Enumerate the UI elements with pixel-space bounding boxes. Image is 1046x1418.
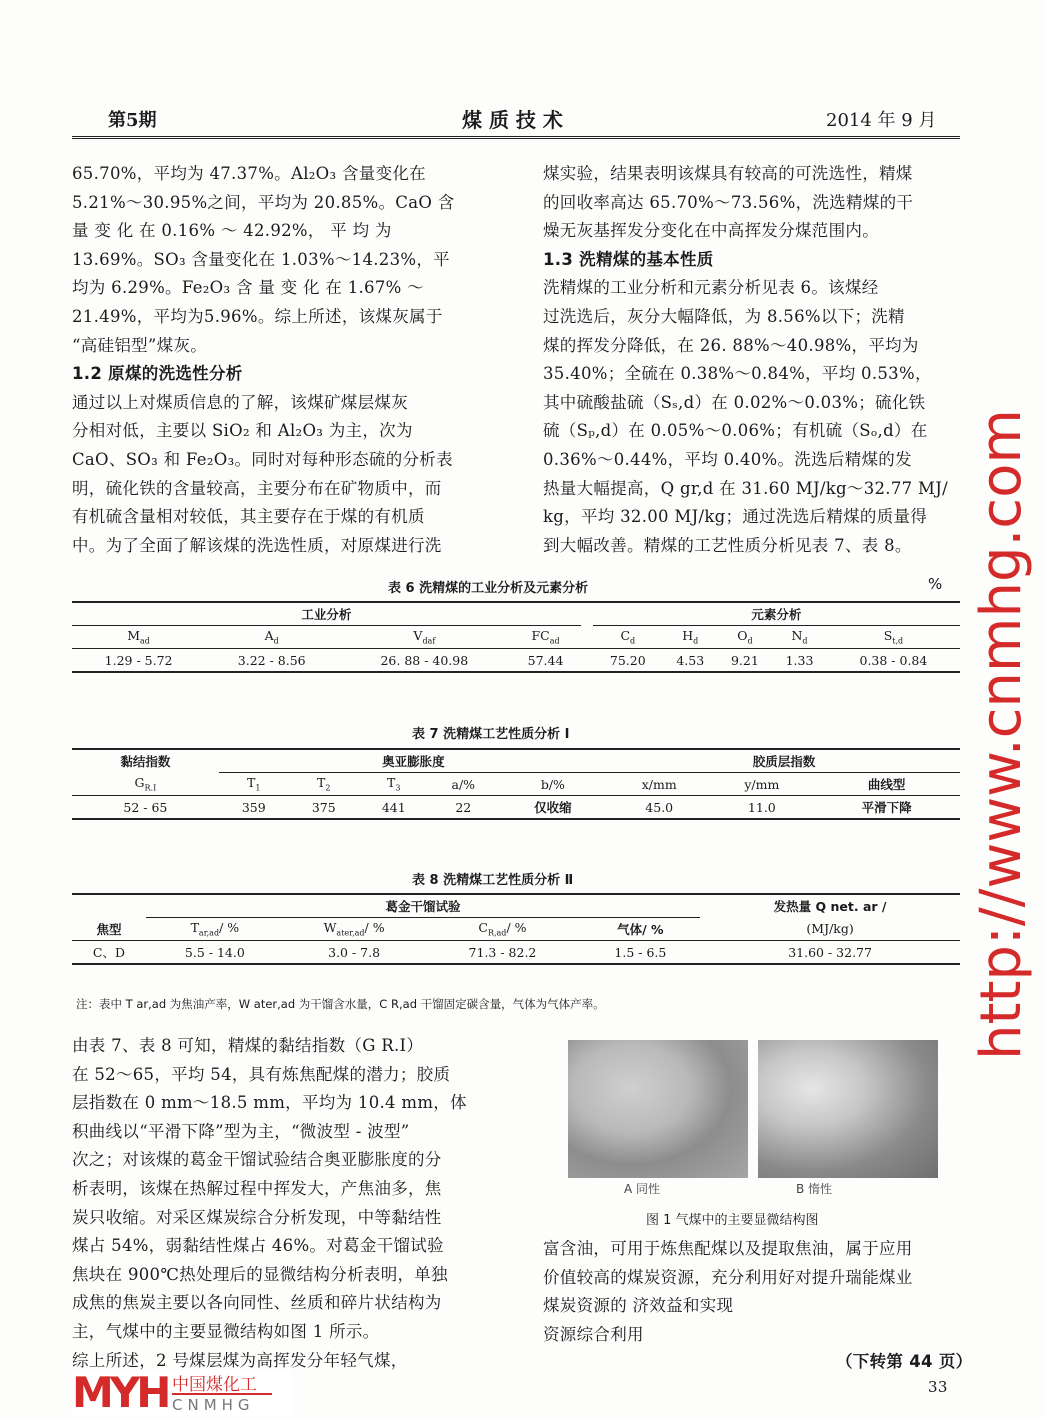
table7-cell: 仅收缩: [534, 800, 572, 815]
table6-title: 表 6 洗精煤的工业分析及元素分析: [388, 581, 589, 596]
figure-b-photo: [758, 1040, 938, 1178]
table7-title: 表 7 洗精煤工艺性质分析 Ⅰ: [412, 727, 570, 742]
header-subscript: 1: [255, 783, 261, 793]
table7-col-header: [711, 773, 814, 796]
text-line: “高硅铝型”煤灰。: [72, 335, 208, 355]
header-main: N: [791, 628, 803, 644]
table8-col-header: [424, 918, 580, 941]
text-line: 综上所述，2 号煤层煤为高挥发分年轻气煤，: [72, 1350, 408, 1370]
text-line: 主，气煤中的主要显微结构如图 1 所示。: [72, 1322, 380, 1341]
text-line: 成焦的焦炭主要以各向同性、丝质和碎片状结构为: [72, 1293, 442, 1313]
text-line: 其中硫酸盐硫（Sₛ,d）在 0.02%～0.03%；硫化铁: [543, 392, 926, 412]
header-unit: / %: [219, 920, 240, 936]
header-subscript: d: [802, 636, 808, 646]
header-main: T: [317, 775, 326, 791]
table8-heat-header: 发热量 Q net. ar /: [773, 899, 887, 915]
table8-col-header: [146, 918, 284, 941]
header-subscript: ad: [549, 636, 560, 646]
text-line: 0.36%～0.44%，平均 0.40%。洗选后精煤的发: [543, 450, 912, 469]
table6-col-header: [772, 626, 827, 649]
header-main: H: [682, 628, 694, 644]
continued-note: （下转第 44 页）: [836, 1352, 973, 1371]
text-line: 富含油，可用于炼焦配煤以及提取焦油，属于应用: [543, 1239, 913, 1258]
table7-cell: 375: [311, 799, 336, 815]
header-main: 曲线型: [867, 777, 906, 792]
text-line: 1.3 洗精煤的基本性质: [543, 249, 714, 269]
header-subscript: 3: [395, 783, 401, 793]
table7-group-plastometer: 胶质层指数: [608, 749, 960, 773]
header-main: C: [478, 920, 488, 936]
table8-cell: 3.0 - 7.8: [328, 944, 381, 960]
header-subscript: R.I: [144, 783, 157, 793]
text-line: 均为 6.29%。Fe₂O₃ 含 量 变 化 在 1.67% ～: [72, 278, 424, 298]
header-main: b/%: [540, 776, 565, 792]
table8-cell: 71.3 - 82.2: [468, 944, 537, 960]
table7-cell: 359: [241, 799, 266, 815]
header-main: x/mm: [641, 776, 677, 792]
text-line: 层指数在 0 mm～18.5 mm，平均为 10.4 mm，体: [72, 1093, 467, 1113]
table6-col-header: [593, 626, 663, 649]
header-main: 焦型: [96, 921, 122, 937]
table6-col-header: [72, 626, 205, 649]
header-main: T: [190, 920, 199, 936]
header-main: C: [620, 628, 631, 644]
logo-english: CNMHG: [172, 1396, 255, 1414]
table7-cell: 11.0: [747, 799, 776, 815]
table6-col-header: [827, 626, 960, 649]
text-line: 在 52～65，平均 54，具有炼焦配煤的潜力；胶质: [72, 1064, 451, 1084]
text-line: 硫（Sₚ,d）在 0.05%～0.06%；有机硫（Sₒ,d）在: [543, 421, 928, 441]
table6-cell: 4.53: [676, 652, 705, 668]
text-line: 明，硫化铁的含量较高，主要分布在矿物质中，而: [72, 478, 442, 498]
text-line: 煤炭资源的 济效益和实现: [543, 1296, 734, 1316]
table7: [72, 748, 960, 820]
text-line: 积曲线以“平滑下降”型为主，“微波型 - 波型”: [72, 1121, 410, 1141]
header-unit: / %: [364, 920, 385, 936]
table6: [72, 601, 960, 673]
table6-col-header: [510, 626, 580, 649]
table7-col-header: [813, 773, 960, 796]
header-main: O: [737, 628, 748, 644]
table7-col-header: [608, 773, 711, 796]
header-subscript: ar,ad: [198, 928, 220, 938]
table8-col-header: [284, 918, 425, 941]
header-subscript: 2: [325, 783, 331, 793]
text-line: 5.21%～30.95%之间，平均为 20.85%。CaO 含: [72, 192, 455, 212]
table8-heat-unit: (MJ/kg): [806, 921, 854, 937]
table7-col-header: [219, 773, 289, 796]
logo-divider: [172, 1393, 272, 1395]
text-line: 量 变 化 在 0.16% ～ 42.92%， 平 均 为: [72, 221, 392, 241]
header-rule: [72, 136, 960, 139]
text-line: 价值较高的煤炭资源，充分利用好对提升瑞能煤业: [543, 1267, 913, 1287]
table7-col-header: [359, 773, 429, 796]
table6-cell: 9.21: [730, 652, 759, 668]
table8-cell: 1.5 - 6.5: [614, 944, 667, 960]
text-line: 过洗选后，灰分大幅降低，为 8.56%以下；洗精: [543, 307, 905, 326]
table8-note: 注：表中 T ar,ad 为焦油产率，W ater,ad 为干馏含水量，C R,ad 干馏固定碳含量，气体为气体产率。: [76, 997, 605, 1011]
table7-group-dilatation: 奥亚膨胀度: [219, 749, 608, 773]
header-subscript: d: [747, 636, 753, 646]
text-line: 中。为了全面了解该煤的洗选性质，对原煤进行洗: [72, 535, 442, 555]
table8-col-header: [581, 918, 701, 941]
table6-unit: %: [928, 575, 943, 593]
table6-cell: 1.29 - 5.72: [104, 652, 173, 668]
text-line: kg，平均 32.00 MJ/kg；通过洗选后精煤的质量得: [543, 507, 928, 527]
text-line: 由表 7、表 8 可知，精煤的黏结指数（G R.I）: [72, 1036, 424, 1055]
text-line: 65.70%，平均为 47.37%。Al₂O₃ 含量变化在: [72, 164, 426, 183]
header-unit: / %: [506, 920, 527, 936]
header-main: FC: [531, 628, 550, 644]
header-main: 气体/ %: [617, 922, 664, 937]
table8-cell: C、D: [92, 945, 125, 960]
header-main: M: [127, 628, 141, 644]
text-line: 焦块在 900℃热处理后的显微结构分析表明，单独: [72, 1264, 448, 1284]
header-main: V: [413, 628, 423, 644]
figure-a-photo: [568, 1040, 748, 1178]
table8-group-grayking: 葛金干馏试验: [146, 894, 700, 918]
table6-cell: 1.33: [785, 652, 814, 668]
header-main: S: [883, 628, 893, 644]
header-subscript: R,ad: [487, 928, 507, 938]
issue-date: 2014 年 9 月: [826, 110, 937, 131]
table7-col-header: [289, 773, 359, 796]
table6-group-industrial: 工业分析: [72, 602, 581, 626]
table7-cell: 52 - 65: [123, 799, 168, 815]
cnmhg-logo: [72, 1370, 292, 1416]
table7-cell: 22: [455, 799, 472, 815]
text-line: CaO、SO₃ 和 Fe₂O₃。同时对每种形态硫的分析表: [72, 450, 453, 469]
figure-a-label: A 同性: [624, 1182, 661, 1196]
text-line: 洗精煤的工业分析和元素分析见表 6。该煤经: [543, 278, 879, 298]
table6-col-header: [338, 626, 510, 649]
table6-group-elemental: 元素分析: [593, 602, 960, 626]
table8-cell: 5.5 - 14.0: [184, 944, 245, 960]
text-line: 到大幅改善。精煤的工艺性质分析见表 7、表 8。: [543, 535, 912, 555]
table6-col-header: [718, 626, 773, 649]
text-line: 煤占 54%，弱黏结性煤占 46%。对葛金干馏试验: [72, 1236, 444, 1256]
text-line: 煤的挥发分降低，在 26. 88%～40.98%，平均为: [543, 335, 919, 355]
header-main: W: [323, 920, 337, 936]
text-line: 1.2 原煤的洗选性分析: [72, 364, 243, 384]
header-subscript: daf: [422, 636, 436, 646]
table7-col-header: [72, 773, 219, 796]
text-line: 煤实验，结果表明该煤具有较高的可洗选性，精煤: [543, 164, 913, 183]
text-line: 资源综合利用: [543, 1324, 644, 1344]
text-line: 的回收率高达 65.70%～73.56%，洗选精煤的干: [543, 192, 914, 212]
logo-chinese: 中国煤化工: [172, 1375, 257, 1395]
table7-cell: 441: [381, 799, 406, 815]
text-line: 分相对低，主要以 SiO₂ 和 Al₂O₃ 为主，次为: [72, 421, 413, 441]
table8: [72, 893, 960, 965]
text-line: 通过以上对煤质信息的了解，该煤矿煤层煤灰: [72, 392, 408, 412]
header-main: T: [387, 775, 396, 791]
header-subscript: d: [273, 636, 279, 646]
table7-group-caking: 黏结指数: [120, 754, 171, 770]
watermark-url: http://www.cnmhg.com: [969, 409, 1034, 1060]
table8-col-header: [72, 918, 146, 941]
text-line: 有机硫含量相对较低，其主要存在于煤的有机质: [72, 507, 425, 527]
table7-col-header: [498, 773, 608, 796]
header-subscript: ad: [140, 636, 150, 646]
text-line: 燥无灰基挥发分变化在中高挥发分煤范围内。: [543, 221, 879, 241]
text-line: 35.40%；全硫在 0.38%～0.84%，平均 0.53%，: [543, 364, 932, 384]
journal-title: 煤 质 技 术: [462, 108, 563, 132]
figure-caption: 图 1 气煤中的主要显微结构图: [646, 1213, 819, 1228]
table6-cell: 0.38 - 0.84: [859, 652, 928, 668]
table8-title: 表 8 洗精煤工艺性质分析 Ⅱ: [412, 873, 574, 888]
table6-col-header: [663, 626, 718, 649]
header-subscript: ater,ad: [336, 928, 365, 938]
header-main: A: [264, 628, 274, 644]
header-main: G: [134, 775, 145, 790]
figure-b-label: B 惰性: [796, 1182, 833, 1196]
issue-number: 第5期: [108, 110, 157, 131]
header-main: T: [247, 775, 256, 791]
text-line: 热量大幅提高，Q gr,d 在 31.60 MJ/kg～32.77 MJ/: [543, 478, 948, 498]
table6-cell: 3.22 - 8.56: [237, 652, 306, 668]
table6-col-header: [205, 626, 338, 649]
header-subscript: d: [630, 636, 636, 646]
table6-cell: 75.20: [609, 652, 646, 668]
header-main: a/%: [451, 776, 476, 792]
table6-cell: 57.44: [527, 652, 564, 668]
text-line: 次之；对该煤的葛金干馏试验结合奥亚膨胀度的分: [72, 1150, 442, 1170]
header-subscript: t,d: [892, 636, 904, 646]
text-line: 炭只收缩。对采区煤炭综合分析发现，中等黏结性: [72, 1207, 442, 1227]
header-main: y/mm: [744, 776, 780, 792]
page-number: 33: [928, 1378, 948, 1396]
table7-cell: 45.0: [645, 799, 674, 815]
header-subscript: d: [693, 636, 699, 646]
table7-cell: 平滑下降: [861, 800, 912, 815]
logo-mark: MYH: [72, 1368, 168, 1417]
text-line: 13.69%。SO₃ 含量变化在 1.03%～14.23%，平: [72, 249, 450, 269]
text-line: 21.49%，平均为5.96%。综上所述，该煤灰属于: [72, 307, 443, 326]
table7-col-header: [429, 773, 498, 796]
table6-cell: 26. 88 - 40.98: [380, 652, 469, 668]
table8-cell: 31.60 - 32.77: [788, 944, 872, 960]
text-line: 析表明，该煤在热解过程中挥发大，产焦油多，焦: [72, 1179, 442, 1198]
